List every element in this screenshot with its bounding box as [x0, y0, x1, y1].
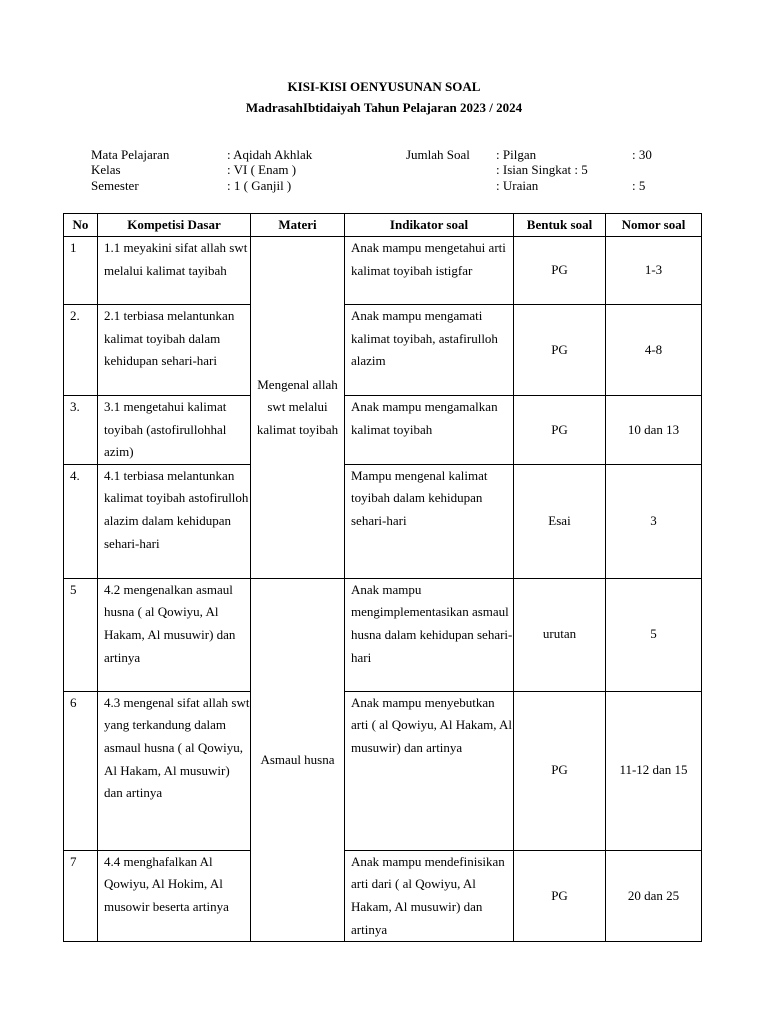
row-nomor-soal: 5 — [606, 578, 702, 691]
row-bentuk-soal: PG — [514, 850, 606, 941]
kelas-label: Kelas — [91, 162, 121, 177]
table-row — [64, 237, 702, 305]
row-no: 3. — [64, 396, 98, 465]
row-nomor-soal: 3 — [606, 464, 702, 578]
row-no: 5 — [64, 578, 98, 691]
uraian-label: : Uraian — [496, 178, 539, 193]
document-subtitle: MadrasahIbtidaiyah Tahun Pelajaran 2023 / 2024 — [245, 100, 523, 115]
document-title: KISI-KISI OENYUSUNAN SOAL — [287, 79, 481, 94]
row-indikator: Anak mampu mengimplementasikan asmaul husna dalam kehidupan sehari-hari — [345, 578, 514, 691]
row-indikator: Anak mampu menyebutkan arti ( al Qowiyu, Al Hakam, Al musuwir) dan artinya — [345, 691, 514, 850]
header-bentuk-soal: Bentuk soal — [514, 214, 606, 237]
row-kompetisi-dasar: 4.3 mengenal sifat allah swt yang terkandung dalam asmaul husna ( al Qowiyu, Al Hakam, Al musuwir) dan artinya — [98, 691, 251, 850]
isian-singkat-label: : Isian Singkat : 5 — [496, 162, 588, 177]
row-nomor-soal: 20 dan 25 — [606, 850, 702, 941]
table-row — [64, 850, 702, 941]
row-no: 2. — [64, 305, 98, 396]
kisi-kisi-table — [63, 213, 702, 942]
semester-label: Semester — [91, 178, 139, 193]
row-kompetisi-dasar: 3.1 mengetahui kalimat toyibah (astofirullohhal azim) — [98, 396, 251, 465]
row-bentuk-soal: PG — [514, 305, 606, 396]
semester-value: : 1 ( Ganjil ) — [227, 178, 292, 193]
table-row — [64, 305, 702, 396]
row-no: 4. — [64, 464, 98, 578]
table-row — [64, 464, 702, 578]
materi-cell: Asmaul husna — [251, 578, 345, 941]
row-no: 1 — [64, 237, 98, 305]
header-indikator-soal: Indikator soal — [345, 214, 514, 237]
header-materi: Materi — [251, 214, 345, 237]
row-bentuk-soal: PG — [514, 237, 606, 305]
row-kompetisi-dasar: 4.2 mengenalkan asmaul husna ( al Qowiyu, Al Hakam, Al musuwir) dan artinya — [98, 578, 251, 691]
header-nomor-soal: Nomor soal — [606, 214, 702, 237]
uraian-value: : 5 — [632, 178, 646, 193]
pilgan-value: : 30 — [632, 147, 652, 162]
materi-cell: Mengenal allah swt melalui kalimat toyibah — [251, 237, 345, 579]
row-indikator: Anak mampu mengetahui arti kalimat toyibah istigfar — [345, 237, 514, 305]
header-kompetisi-dasar: Kompetisi Dasar — [98, 214, 251, 237]
table-row — [64, 578, 702, 691]
row-kompetisi-dasar: 1.1 meyakini sifat allah swt melalui kalimat tayibah — [98, 237, 251, 305]
row-indikator: Mampu mengenal kalimat toyibah dalam kehidupan sehari-hari — [345, 464, 514, 578]
row-kompetisi-dasar: 4.4 menghafalkan Al Qowiyu, Al Hokim, Al musowir beserta artinya — [98, 850, 251, 941]
row-nomor-soal: 4-8 — [606, 305, 702, 396]
mata-pelajaran-value: : Aqidah Akhlak — [227, 147, 313, 162]
pilgan-label: : Pilgan — [496, 147, 537, 162]
row-kompetisi-dasar: 4.1 terbiasa melantunkan kalimat toyibah astofirulloh alazim dalam kehidupan sehari-hari — [98, 464, 251, 578]
table-row — [64, 396, 702, 465]
kelas-value: : VI ( Enam ) — [227, 162, 297, 177]
mata-pelajaran-label: Mata Pelajaran — [91, 147, 170, 162]
row-indikator: Anak mampu mengamalkan kalimat toyibah — [345, 396, 514, 465]
row-kompetisi-dasar: 2.1 terbiasa melantunkan kalimat toyibah dalam kehidupan sehari-hari — [98, 305, 251, 396]
row-bentuk-soal: Esai — [514, 464, 606, 578]
row-nomor-soal: 11-12 dan 15 — [606, 691, 702, 850]
jumlah-soal-label: Jumlah Soal — [406, 147, 470, 162]
table-header-row — [64, 214, 702, 237]
row-no: 6 — [64, 691, 98, 850]
row-indikator: Anak mampu mengamati kalimat toyibah, astafirulloh alazim — [345, 305, 514, 396]
row-bentuk-soal: PG — [514, 396, 606, 465]
header-no: No — [64, 214, 98, 237]
table-row — [64, 691, 702, 850]
row-nomor-soal: 1-3 — [606, 237, 702, 305]
row-bentuk-soal: PG — [514, 691, 606, 850]
row-bentuk-soal: urutan — [514, 578, 606, 691]
row-no: 7 — [64, 850, 98, 941]
row-nomor-soal: 10 dan 13 — [606, 396, 702, 465]
row-indikator: Anak mampu mendefinisikan arti dari ( al Qowiyu, Al Hakam, Al musuwir) dan artinya — [345, 850, 514, 941]
